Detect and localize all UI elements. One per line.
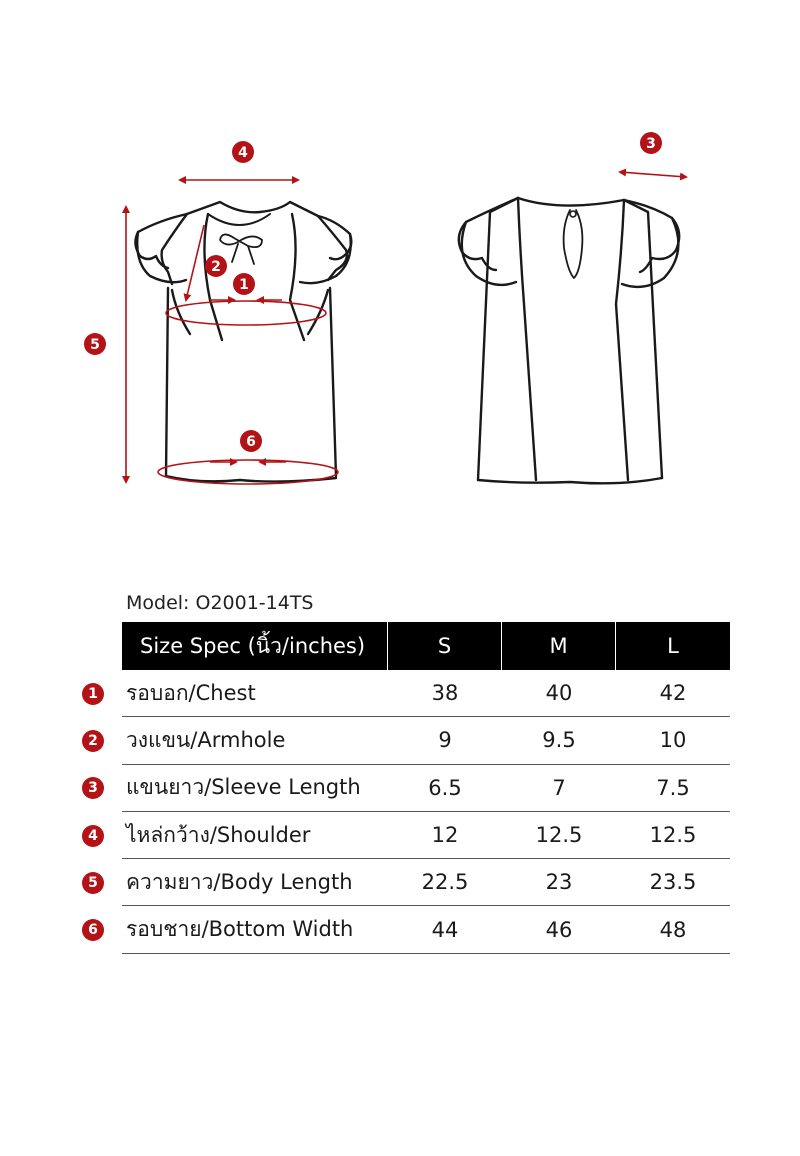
table-row — [82, 906, 730, 953]
value-s: 6.5 — [428, 775, 462, 800]
svg-text:3: 3 — [646, 136, 656, 152]
row-number-badge: 2 — [82, 730, 104, 752]
row-number-badge: 1 — [82, 683, 104, 705]
row-label: รอบอก/Chest — [126, 680, 256, 705]
marker-5 — [84, 333, 106, 355]
size-spec-table — [82, 622, 730, 954]
value-s: 22.5 — [421, 870, 469, 895]
table-row — [82, 717, 730, 764]
marker-6 — [240, 430, 262, 452]
header-size-l: L — [667, 634, 679, 658]
value-l: 12.5 — [649, 823, 697, 848]
row-label: แขนยาว/Sleeve Length — [126, 775, 361, 800]
marker-1 — [233, 273, 255, 295]
value-s: 9 — [438, 728, 452, 753]
value-m: 9.5 — [542, 728, 576, 753]
value-m: 7 — [552, 775, 566, 800]
value-l: 42 — [659, 681, 687, 706]
value-m: 46 — [545, 917, 573, 942]
table-header — [122, 622, 730, 670]
garment-sketch — [0, 0, 800, 540]
value-m: 23 — [545, 870, 573, 895]
table-row — [82, 812, 730, 859]
marker-3 — [640, 132, 662, 154]
svg-text:6: 6 — [246, 434, 256, 450]
svg-text:2: 2 — [211, 259, 221, 275]
header-size-s: S — [388, 622, 502, 670]
row-number-badge: 6 — [82, 919, 104, 941]
row-label: ความยาว/Body Length — [126, 869, 353, 894]
row-label: วงแขน/Armhole — [126, 727, 286, 752]
value-l: 48 — [659, 917, 687, 942]
value-s: 38 — [431, 681, 459, 706]
front-measurements — [126, 180, 338, 484]
table-row — [82, 670, 730, 717]
value-l: 7.5 — [656, 775, 690, 800]
svg-text:5: 5 — [90, 337, 100, 353]
row-label: ไหล่กว้าง/Shoulder — [126, 822, 311, 847]
value-s: 12 — [431, 823, 459, 848]
header-size-m: M — [502, 622, 616, 670]
row-number-badge: 5 — [82, 872, 104, 894]
value-l: 23.5 — [649, 870, 697, 895]
value-m: 40 — [545, 681, 573, 706]
value-l: 10 — [659, 728, 687, 753]
value-m: 12.5 — [535, 823, 583, 848]
model-label: Model: O2001-14TS — [126, 592, 314, 614]
table-row — [82, 765, 730, 812]
row-number-badge: 4 — [82, 825, 104, 847]
header-label: Size Spec (นิ้ว/inches) — [122, 622, 388, 670]
sleeve-length-line — [620, 172, 686, 177]
marker-4 — [232, 141, 254, 163]
table-row — [82, 859, 730, 906]
value-s: 44 — [431, 917, 459, 942]
svg-text:4: 4 — [238, 145, 248, 161]
back-view — [459, 198, 679, 483]
row-number-badge: 3 — [82, 777, 104, 799]
svg-text:1: 1 — [239, 277, 249, 293]
row-label: รอบชาย/Bottom Width — [126, 917, 354, 942]
marker-2 — [205, 255, 227, 277]
